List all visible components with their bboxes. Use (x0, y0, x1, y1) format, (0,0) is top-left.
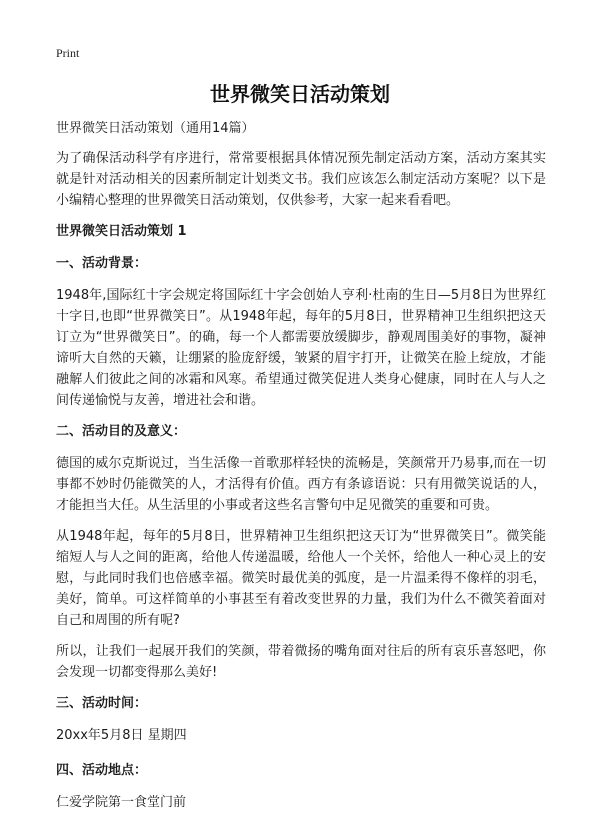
document-body (56, 118, 546, 827)
heading-time: 三、活动时间： (56, 696, 148, 711)
heading-background: 一、活动背景： (56, 256, 148, 271)
purpose-paragraph-1: 德国的威尔克斯说过，当生活像一首歌那样轻快的流畅是，笑颜常开乃易事,而在一切事都不妙时仍能微笑的人，才活得有价值。西方有条谚语说：只有用微笑说话的人，才能担当大任。从生活里的小事或者这些名言警句中足见微笑的重要和可贵。 (56, 456, 546, 513)
print-link[interactable]: Print (56, 46, 80, 60)
purpose-paragraph-2: 从1948年起，每年的5月8日，世界精神卫生组织把这天订为“世界微笑日”。微笑能缩短人与人之间的距离，给他人传递温暖，给他人一个关怀，给他人一种心灵上的安慰，与此同时我们也倍感幸福。微笑时最优美的弧度，是一片温柔得不像样的羽毛，美好，简单。可这样简单的小事甚至有着改变世界的力量，我们为什么不微笑着面对自己和周围的所有呢? (56, 529, 546, 628)
heading-location: 四、活动地点： (56, 763, 148, 778)
location-text: 仁爱学院第一食堂门前 (56, 795, 187, 810)
section-title: 世界微笑日活动策划 1 (56, 224, 187, 239)
purpose-paragraph-3: 所以，让我们一起展开我们的笑颜，带着微扬的嘴角面对往后的所有哀乐喜怒吧，你会发现一切都变得那么美好! (56, 644, 546, 680)
time-text: 20xx年5月8日 星期四 (56, 728, 187, 743)
intro-paragraph: 为了确保活动科学有序进行，常常要根据具体情况预先制定活动方案，活动方案其实就是针对活动相关的因素所制定计划类文书。我们应该怎么制定活动方案呢？以下是小编精心整理的世界微笑日活动策划，仅供参考，大家一起来看看吧。 (56, 151, 546, 208)
page-title: 世界微笑日活动策划 (210, 82, 390, 106)
background-paragraph: 1948年,国际红十字会规定将国际红十字会创始人亨利·杜南的生日—5月8日为世界红十字日,也即“世界微笑日”。从1948年起，每年的5月8日，世界精神卫生组织把这天订立为“世界微笑日”。的确，每一个人都需要放缓脚步，静观周围美好的事物，凝神谛听大自然的天籁，让绷紧的脸庞舒缓，皱紧的眉宇打开，让微笑在脸上绽放，才能融解人们彼此之间的冰霜和风寒。希望通过微笑促进人类身心健康，同时在人与人之间传递愉悦与友善，增进社会和谐。 (56, 288, 546, 408)
heading-purpose: 二、活动目的及意义： (56, 424, 187, 439)
document-subtitle: 世界微笑日活动策划（通用14篇） (56, 121, 255, 136)
